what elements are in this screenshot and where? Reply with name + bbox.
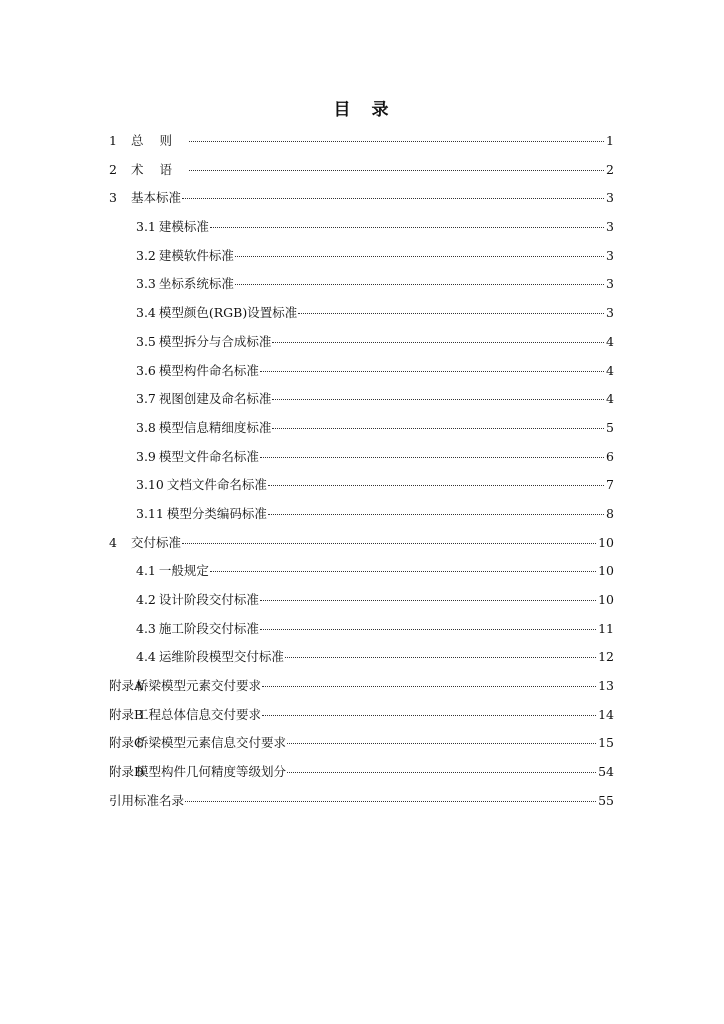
toc-dot-leader [210,571,596,572]
toc-entry-label [109,787,184,815]
toc-entry-text: 工程总体信息交付要求 [136,706,262,722]
toc-entry-number: 4.3 [136,620,156,636]
toc-dot-leader [235,284,604,285]
toc-dot-leader [268,485,604,486]
toc-entry-text: 桥梁模型元素信息交付要求 [136,735,287,751]
toc-page-number: 6 [606,448,614,464]
toc-entry[interactable] [109,270,614,299]
toc-dot-leader [260,371,604,372]
toc-page-number: 12 [598,649,614,665]
toc-entry-text: 运维阶段模型交付标准 [158,649,284,665]
toc-dot-leader [210,227,604,228]
toc-entry-label [136,299,297,327]
toc-dot-leader [182,198,604,199]
toc-entry-label [136,471,267,499]
toc-entry-label [136,586,259,614]
toc-entry[interactable] [109,672,614,701]
toc-dot-leader [260,457,604,458]
toc-entry-number: 4.4 [136,649,156,665]
toc-entry-number: 3.11 [136,505,164,521]
toc-entry-number: 附录C [109,735,144,751]
toc-page-number: 4 [606,362,614,378]
toc-entry-number: 附录B [109,706,144,722]
toc-dot-leader [182,543,596,544]
toc-page-number: 15 [598,735,614,751]
toc-dot-leader [185,801,596,802]
toc-dot-leader [285,657,596,658]
toc-entry-text: 模型分类编码标准 [166,505,267,521]
toc-page-number: 3 [606,190,614,206]
toc-entry[interactable] [109,385,614,414]
toc-entry-text: 模型颜色(RGB)设置标准 [158,305,298,321]
toc-dot-leader [298,313,604,314]
toc-entry-number: 4.2 [136,592,156,607]
toc-page-number: 3 [606,247,614,263]
toc-entry[interactable] [109,787,614,816]
toc-entry-text: 交付标准 [131,534,182,550]
toc-entry-label [109,672,261,700]
toc-page-number: 5 [606,419,614,435]
toc-page-number: 11 [598,620,614,636]
toc-entry-label [109,758,286,786]
toc-entry-text: 建模标准 [158,219,209,235]
toc-entry-number: 附录A [109,678,144,694]
toc-entry-text: 坐标系统标准 [158,276,234,292]
toc-dot-leader [235,256,604,257]
toc-entry[interactable] [109,328,614,357]
toc-dot-leader [272,428,604,429]
toc-entry-text: 基本标准 [131,190,182,206]
toc-entry[interactable] [109,443,614,472]
toc-title: 目 录 [333,100,391,120]
toc-entry-number: 3.3 [136,276,156,292]
toc-entry-label [109,529,181,557]
toc-entry-number: 3.2 [136,247,156,263]
toc-entry-text: 一般规定 [158,563,209,579]
toc-entry-number: 附录D [109,764,145,780]
toc-entry-text: 文档文件命名标准 [166,477,267,493]
toc-entry[interactable] [109,357,614,386]
toc-entry[interactable] [109,586,614,615]
toc-page-number: 10 [598,534,614,550]
toc-entry[interactable] [109,529,614,558]
toc-dot-leader [260,629,596,630]
toc-entry-number: 3.9 [136,448,156,464]
toc-entry[interactable] [109,701,614,730]
toc-entry[interactable] [109,500,614,529]
toc-page-number: 14 [598,706,614,722]
toc-dot-leader [260,600,596,601]
toc-entry-number: 3.8 [136,419,156,435]
toc-entry-text: 模型拆分与合成标准 [158,333,272,349]
toc-entry-label [136,414,271,442]
toc-entry[interactable] [109,184,614,213]
toc-dot-leader [262,715,596,716]
toc-entry-label [109,156,188,184]
toc-entry[interactable] [109,213,614,242]
toc-entry-label [109,701,261,729]
toc-entry-label [136,500,267,528]
toc-entry-text: 模型构件几何精度等级划分 [136,764,287,780]
toc-entry-number: 2 [109,161,117,177]
toc-entry-label [136,213,209,241]
toc-entry[interactable] [109,557,614,586]
toc-entry[interactable] [109,758,614,787]
toc-entry-text: 术语 [131,161,189,177]
toc-entry-text: 建模软件标准 [158,247,234,263]
toc-dot-leader [268,514,604,515]
toc-entry-label [136,385,271,413]
toc-entry-label [109,184,181,212]
toc-entry-label [136,443,259,471]
toc-entry-text: 模型构件命名标准 [158,362,259,378]
toc-entry-text: 引用标准名录 [109,792,185,808]
toc-entry-text: 总则 [131,133,189,148]
toc-entry-number: 3.6 [136,362,156,378]
toc-entry-number: 3 [109,190,117,206]
toc-entry-label [136,615,259,643]
toc-dot-leader [287,743,596,744]
toc-dot-leader [189,170,604,171]
toc-page-number: 4 [606,391,614,407]
toc-page-number: 3 [606,276,614,292]
toc-entry-number: 3.1 [136,219,156,235]
toc-entry[interactable] [109,127,614,156]
toc-entry-number: 1 [109,133,117,148]
toc-page-number: 3 [606,305,614,321]
toc-dot-leader [287,772,596,773]
toc-entry-label [109,729,286,757]
toc-entry-label [136,643,284,671]
toc-page-number: 7 [606,477,614,493]
toc-dot-leader [262,686,596,687]
toc-page-number: 3 [606,219,614,235]
toc-entry-label [136,557,209,585]
toc-entry-label [109,127,188,155]
toc-page-number: 10 [598,592,614,607]
toc-entry-text: 模型文件命名标准 [158,448,259,464]
toc-entry-label [136,357,259,385]
toc-page-number: 2 [606,161,614,177]
toc-page-number: 1 [606,133,614,148]
toc-entry[interactable] [109,643,614,672]
toc-list [109,127,614,816]
toc-entry-text: 视图创建及命名标准 [158,391,272,407]
toc-dot-leader [272,399,604,400]
toc-entry[interactable] [109,729,614,758]
toc-page-number: 55 [598,792,614,808]
toc-entry-text: 模型信息精细度标准 [158,419,272,435]
toc-entry-number: 3.4 [136,305,156,321]
toc-page-number: 13 [598,678,614,694]
toc-entry-label [136,328,271,356]
toc-entry[interactable] [109,299,614,328]
toc-entry-text: 设计阶段交付标准 [158,592,259,607]
toc-entry[interactable] [109,471,614,500]
toc-entry-label [136,270,234,298]
toc-page-number: 4 [606,333,614,349]
toc-entry-number: 4 [109,534,117,550]
toc-entry-text: 桥梁模型元素交付要求 [136,678,262,694]
toc-entry-text: 施工阶段交付标准 [158,620,259,636]
toc-entry[interactable] [109,242,614,271]
toc-entry-number: 3.10 [136,477,164,493]
toc-dot-leader [189,141,604,142]
toc-entry-number: 3.7 [136,391,156,407]
toc-page-number: 54 [598,764,614,780]
toc-entry-label [136,242,234,270]
toc-entry-number: 3.5 [136,333,156,349]
toc-entry[interactable] [109,615,614,644]
toc-dot-leader [272,342,604,343]
toc-entry[interactable] [109,156,614,185]
toc-page-number: 8 [606,505,614,521]
toc-page-number: 10 [598,563,614,579]
toc-entry-number: 4.1 [136,563,156,579]
toc-entry[interactable] [109,414,614,443]
